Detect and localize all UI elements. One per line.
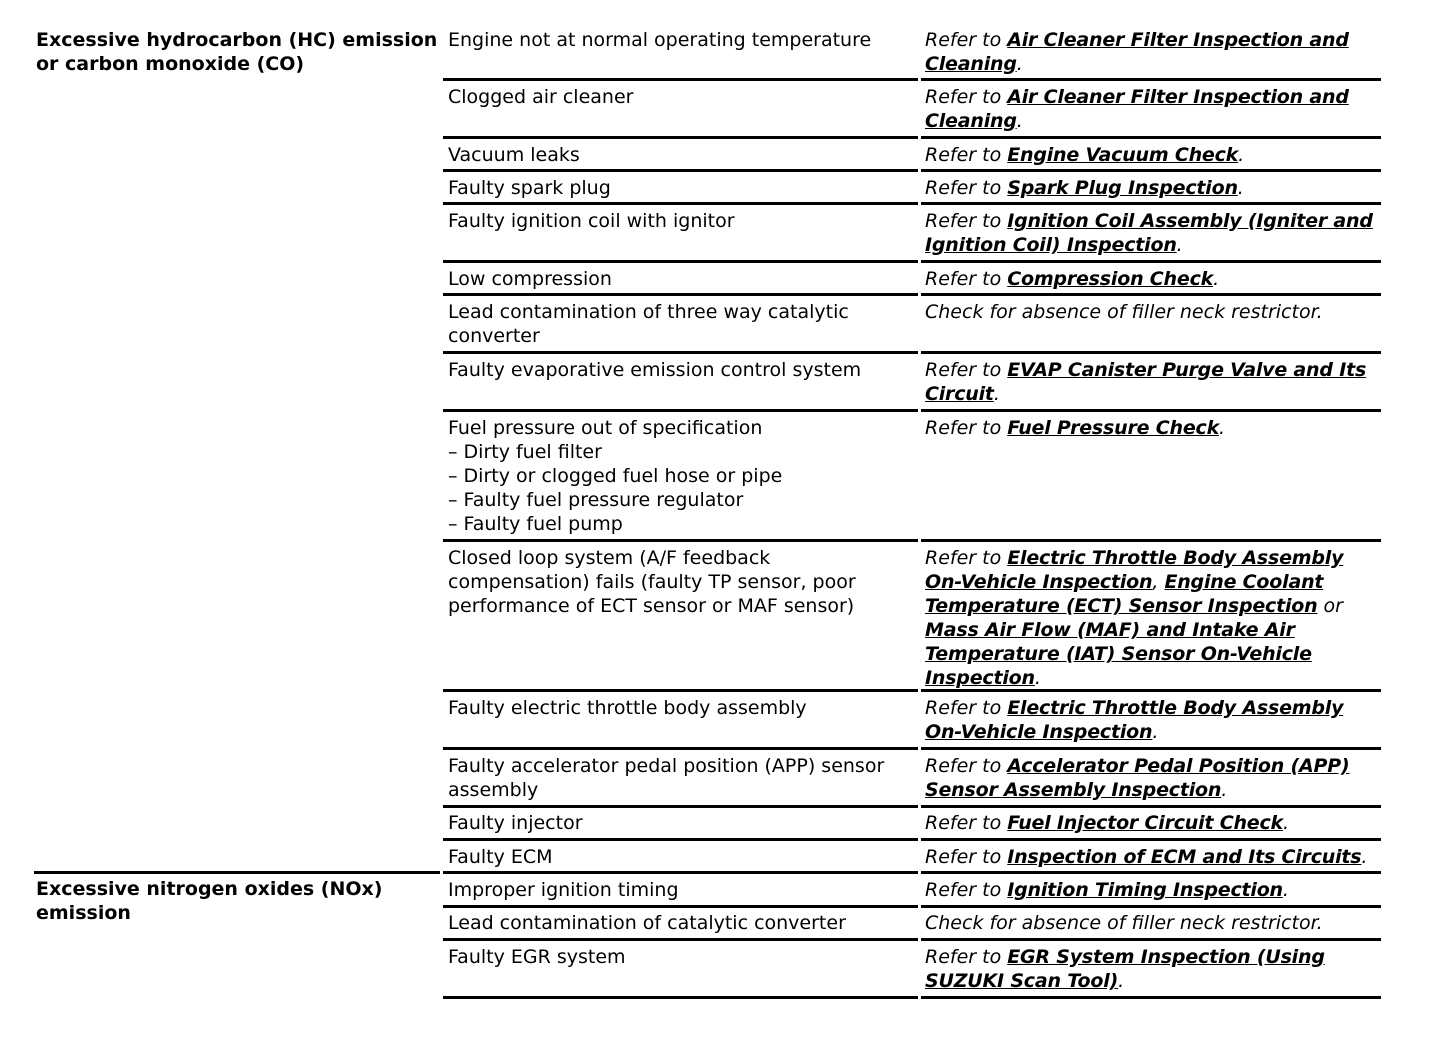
correction-text: Refer to bbox=[925, 29, 1008, 51]
correction-cell bbox=[921, 416, 1381, 539]
row-rule bbox=[443, 871, 918, 874]
table-row bbox=[443, 546, 1381, 692]
table-row bbox=[443, 845, 1381, 874]
table-row bbox=[443, 878, 1381, 908]
correction-cell bbox=[921, 911, 1381, 938]
cause-cell: Faulty evaporative emission control system bbox=[448, 359, 862, 381]
correction-cell bbox=[921, 696, 1381, 747]
correction-text: . bbox=[1361, 846, 1368, 868]
correction-text: Refer to bbox=[925, 946, 1008, 968]
correction-cell bbox=[921, 209, 1381, 260]
row-rule bbox=[921, 996, 1381, 999]
procedure-link[interactable]: Compression Check bbox=[1007, 268, 1214, 290]
procedure-link[interactable]: Electric Throttle Body Assembly On-Vehicle Inspection bbox=[925, 697, 1344, 743]
correction-text: , bbox=[1152, 571, 1165, 593]
table-row bbox=[443, 358, 1381, 412]
correction-text: . bbox=[1176, 234, 1183, 256]
cause-cell: Closed loop system (A/F feedback compensation) fails (faulty TP sensor, poor performance of ECT sensor or MAF sensor) bbox=[448, 547, 856, 617]
row-rule bbox=[443, 838, 918, 841]
row-rule bbox=[443, 409, 918, 412]
row-rule bbox=[921, 838, 1381, 841]
row-rule bbox=[921, 78, 1381, 81]
correction-text: Refer to bbox=[925, 879, 1008, 901]
table-row bbox=[443, 300, 1381, 354]
correction-cell bbox=[921, 878, 1381, 905]
table-row bbox=[443, 911, 1381, 941]
correction-text: Refer to bbox=[925, 177, 1008, 199]
procedure-link[interactable]: Mass Air Flow (MAF) and Intake Air Temperature (IAT) Sensor On-Vehicle Inspection bbox=[925, 619, 1312, 689]
row-rule bbox=[921, 747, 1381, 750]
row-rule bbox=[443, 169, 918, 172]
row-rule bbox=[443, 938, 918, 941]
correction-text: . bbox=[1213, 268, 1220, 290]
correction-text: . bbox=[1219, 417, 1226, 439]
row-rule bbox=[921, 169, 1381, 172]
row-rule bbox=[443, 351, 918, 354]
table-row bbox=[443, 696, 1381, 750]
procedure-link[interactable]: Accelerator Pedal Position (APP) Sensor Assembly Inspection bbox=[925, 755, 1350, 801]
correction-text: . bbox=[993, 383, 1000, 405]
row-rule bbox=[443, 805, 918, 808]
row-rule bbox=[443, 905, 918, 908]
row-rule bbox=[921, 938, 1381, 941]
correction-text: Refer to bbox=[925, 697, 1008, 719]
procedure-link[interactable]: Air Cleaner Filter Inspection and Cleaning bbox=[925, 29, 1349, 75]
correction-cell bbox=[921, 945, 1381, 996]
procedure-link[interactable]: Engine Coolant Temperature (ECT) Sensor Inspection bbox=[925, 571, 1324, 617]
cause-cell: Improper ignition timing bbox=[448, 879, 679, 901]
correction-text: . bbox=[1034, 667, 1041, 689]
row-rule bbox=[921, 202, 1381, 205]
table-row bbox=[443, 267, 1381, 296]
procedure-link[interactable]: Air Cleaner Filter Inspection and Cleaning bbox=[925, 86, 1349, 132]
correction-text: Refer to bbox=[925, 359, 1008, 381]
correction-text: . bbox=[1152, 721, 1159, 743]
table-row bbox=[443, 143, 1381, 172]
row-rule bbox=[443, 996, 918, 999]
correction-text: . bbox=[1221, 779, 1228, 801]
correction-text: Refer to bbox=[925, 210, 1008, 232]
cause-cell: Faulty EGR system bbox=[448, 946, 626, 968]
table-row bbox=[443, 85, 1381, 139]
correction-text: . bbox=[1016, 53, 1023, 75]
condition-separator bbox=[34, 871, 440, 874]
correction-cell bbox=[921, 85, 1381, 136]
cause-cell: Low compression bbox=[448, 268, 612, 290]
procedure-link[interactable]: Ignition Coil Assembly (Igniter and Ignition Coil) Inspection bbox=[925, 210, 1373, 256]
correction-text: Refer to bbox=[925, 144, 1008, 166]
correction-text: Refer to bbox=[925, 417, 1008, 439]
correction-text: or bbox=[1317, 595, 1343, 617]
cause-cell: Faulty accelerator pedal position (APP) sensor assembly bbox=[448, 755, 885, 801]
row-rule bbox=[921, 351, 1381, 354]
cause-cell: Vacuum leaks bbox=[448, 144, 580, 166]
row-rule bbox=[443, 260, 918, 263]
table-row bbox=[443, 176, 1381, 205]
cause-cell: Faulty ignition coil with ignitor bbox=[448, 210, 735, 232]
correction-cell bbox=[921, 176, 1381, 202]
row-rule bbox=[921, 905, 1381, 908]
condition-label: Excessive hydrocarbon (HC) emission or carbon monoxide (CO) bbox=[36, 29, 438, 75]
correction-cell bbox=[921, 845, 1381, 871]
table-row bbox=[443, 945, 1381, 999]
cause-cell: Faulty injector bbox=[448, 812, 583, 834]
row-rule bbox=[443, 78, 918, 81]
row-rule bbox=[443, 747, 918, 750]
correction-cell bbox=[921, 358, 1381, 409]
correction-cell bbox=[921, 28, 1381, 78]
row-rule bbox=[921, 689, 1381, 692]
procedure-link[interactable]: Fuel Injector Circuit Check bbox=[1007, 812, 1283, 834]
table-row bbox=[443, 811, 1381, 841]
row-rule bbox=[443, 136, 918, 139]
correction-cell bbox=[921, 300, 1381, 351]
correction-text: Refer to bbox=[925, 547, 1008, 569]
correction-cell bbox=[921, 754, 1381, 805]
correction-text: . bbox=[1238, 144, 1245, 166]
cause-cell: Lead contamination of catalytic converter bbox=[448, 912, 846, 934]
procedure-link[interactable]: Engine Vacuum Check bbox=[1007, 144, 1239, 166]
cause-cell: Faulty electric throttle body assembly bbox=[448, 697, 807, 719]
correction-text: Refer to bbox=[925, 268, 1008, 290]
correction-cell bbox=[921, 546, 1381, 689]
correction-cell bbox=[921, 267, 1381, 293]
table-row bbox=[443, 209, 1381, 263]
cause-cell: Clogged air cleaner bbox=[448, 86, 634, 108]
correction-text: . bbox=[1016, 110, 1023, 132]
correction-text: . bbox=[1282, 879, 1289, 901]
cause-cell: Fuel pressure out of specification – Dirty fuel filter – Dirty or clogged fuel hose or pipe – Faulty fuel pressure regulator – Faulty fuel pump bbox=[448, 417, 783, 535]
cause-cell: Faulty spark plug bbox=[448, 177, 611, 199]
row-rule bbox=[921, 136, 1381, 139]
row-rule bbox=[921, 409, 1381, 412]
correction-text: Refer to bbox=[925, 812, 1008, 834]
cause-cell: Engine not at normal operating temperature bbox=[448, 29, 872, 51]
procedure-link[interactable]: Fuel Pressure Check bbox=[1007, 417, 1220, 439]
correction-text: Check for absence of filler neck restrictor. bbox=[925, 912, 1323, 934]
cause-cell: Lead contamination of three way catalytic converter bbox=[448, 301, 849, 347]
procedure-link[interactable]: Ignition Timing Inspection bbox=[1007, 879, 1283, 901]
table-row bbox=[443, 416, 1381, 542]
procedure-link[interactable]: Electric Throttle Body Assembly On-Vehicle Inspection bbox=[925, 547, 1344, 593]
row-rule bbox=[921, 260, 1381, 263]
correction-text: . bbox=[1237, 177, 1244, 199]
row-rule bbox=[443, 293, 918, 296]
correction-text: Refer to bbox=[925, 755, 1008, 777]
correction-text: Refer to bbox=[925, 86, 1008, 108]
row-rule bbox=[443, 202, 918, 205]
procedure-link[interactable]: Inspection of ECM and Its Circuits bbox=[1007, 846, 1362, 868]
table-row bbox=[443, 754, 1381, 808]
row-rule bbox=[921, 293, 1381, 296]
table-row bbox=[443, 28, 1381, 81]
procedure-link[interactable]: Spark Plug Inspection bbox=[1007, 177, 1238, 199]
procedure-link[interactable]: EVAP Canister Purge Valve and Its Circuit bbox=[925, 359, 1367, 405]
procedure-link[interactable]: EGR System Inspection (Using SUZUKI Scan Tool) bbox=[925, 946, 1325, 992]
row-rule bbox=[443, 539, 918, 542]
correction-text: Refer to bbox=[925, 846, 1008, 868]
correction-cell bbox=[921, 143, 1381, 169]
row-rule bbox=[921, 539, 1381, 542]
row-rule bbox=[921, 871, 1381, 874]
cause-cell: Faulty ECM bbox=[448, 846, 553, 868]
correction-text: . bbox=[1283, 812, 1290, 834]
condition-label: Excessive nitrogen oxides (NOx) emission bbox=[36, 878, 383, 924]
correction-text: Check for absence of filler neck restrictor. bbox=[925, 301, 1323, 323]
row-rule bbox=[921, 805, 1381, 808]
correction-text: . bbox=[1118, 970, 1125, 992]
correction-cell bbox=[921, 811, 1381, 838]
row-rule bbox=[443, 689, 918, 692]
